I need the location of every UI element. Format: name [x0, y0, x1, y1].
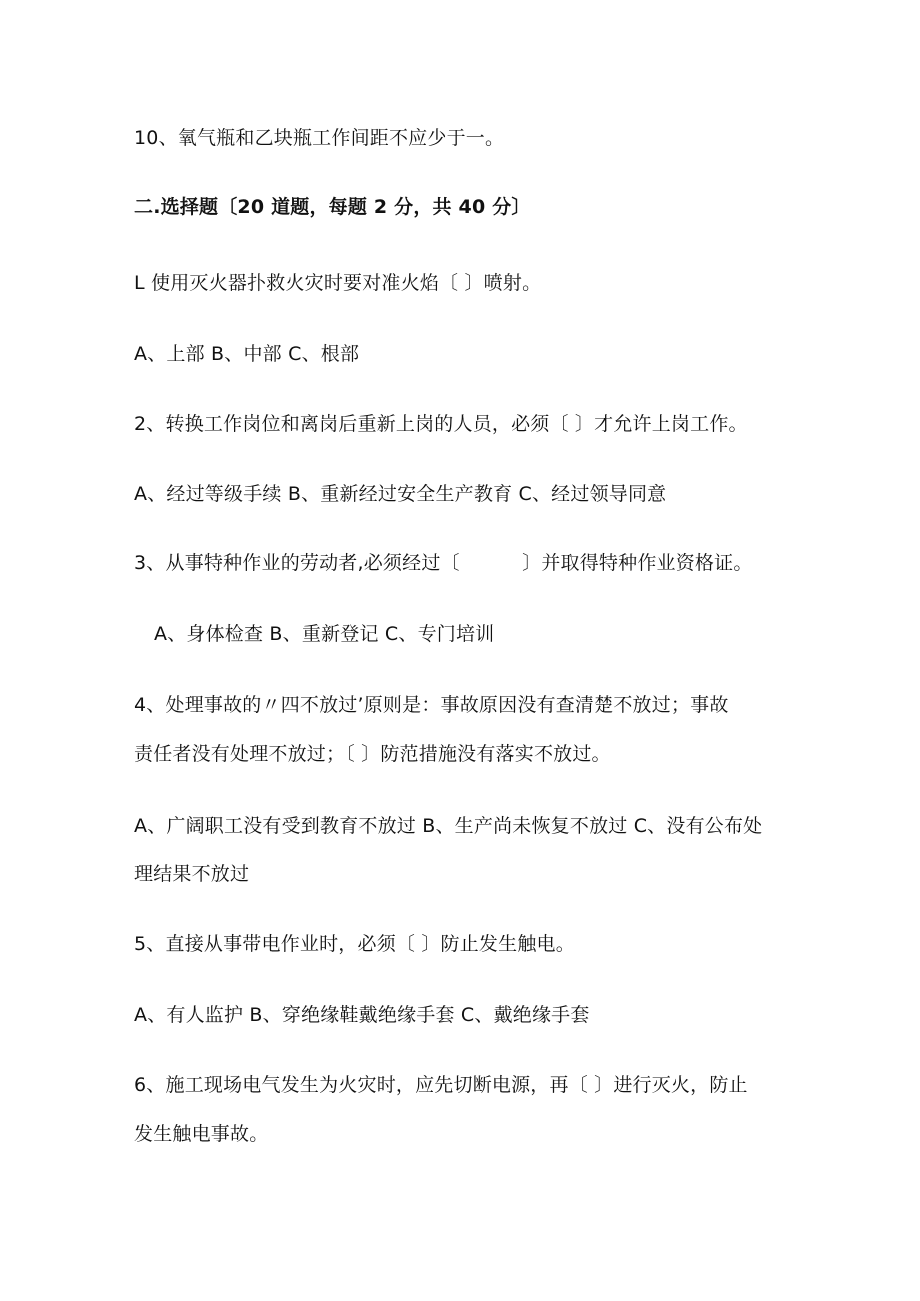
question-5-options: A、有人监护 B、穿绝缘鞋戴绝缘手套 C、戴绝缘手套	[134, 1004, 590, 1026]
question-4-text-line-2: 责任者没有处理不放过；〔 〕防范措施没有落实不放过。	[134, 743, 611, 765]
question-4-options-line-1: A、广阔职工没有受到教育不放过 B、生产尚未恢复不放过 C、没有公布处	[134, 815, 763, 837]
question-5-text: 5、直接从事带电作业时，必须〔 〕防止发生触电。	[134, 933, 575, 955]
question-4-options-line-2: 理结果不放过	[134, 863, 250, 885]
question-3-options: A、身体检查 B、重新登记 C、专门培训	[154, 623, 495, 645]
question-10-text: 10、氧气瓶和乙块瓶工作间距不应少于一。	[134, 127, 505, 149]
question-1-text: L 使用灭火器扑救火灾时要对准火焰〔 〕喷射。	[134, 272, 542, 294]
question-4-text-line-1: 4、处理事故的〃四不放过’原则是：事故原因没有查清楚不放过；事故	[134, 694, 729, 716]
question-3-text: 3、从事特种作业的劳动者,必须经过〔 〕并取得特种作业资格证。	[134, 552, 753, 574]
question-2-text: 2、转换工作岗位和离岗后重新上岗的人员，必须〔 〕才允许上岗工作。	[134, 413, 748, 435]
question-1-options: A、上部 B、中部 C、根部	[134, 343, 360, 365]
section-heading-multiple-choice: 二.选择题〔20 道题，每题 2 分，共 40 分〕	[134, 196, 531, 218]
question-2-options: A、经过等级手续 B、重新经过安全生产教育 C、经过领导同意	[134, 483, 667, 505]
question-6-text-line-1: 6、施工现场电气发生为火灾时，应先切断电源，再〔 〕进行灭火，防止	[134, 1074, 748, 1096]
question-6-text-line-2: 发生触电事故。	[134, 1123, 269, 1145]
